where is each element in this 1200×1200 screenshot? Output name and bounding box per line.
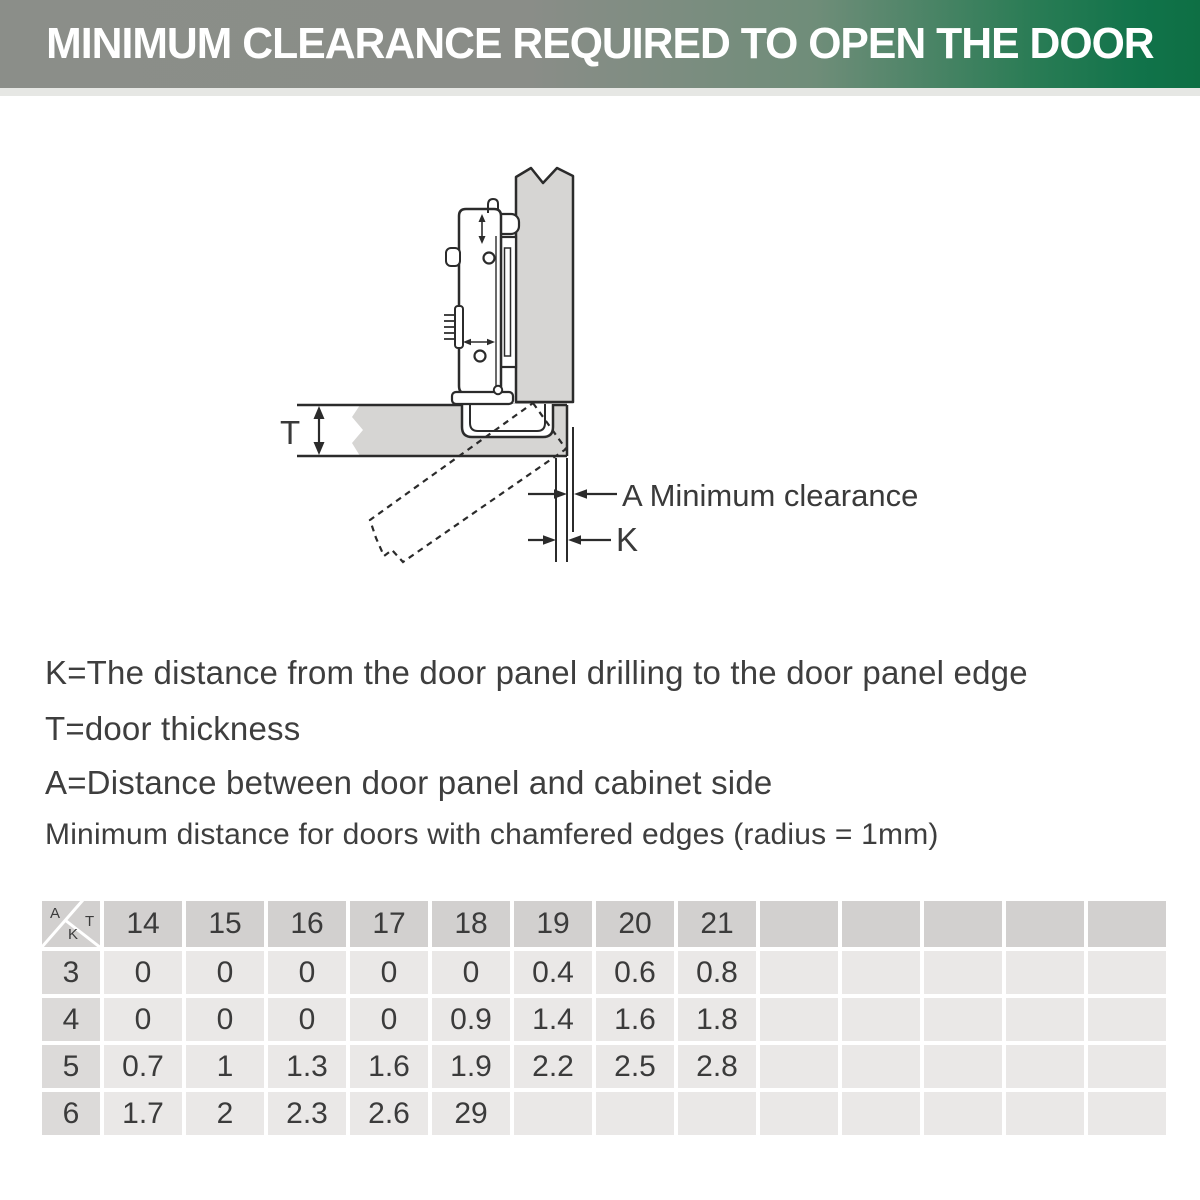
screw-hole: [494, 386, 502, 394]
definition-t: T=door thickness: [45, 710, 301, 747]
page-title: MINIMUM CLEARANCE REQUIRED TO OPEN THE DOOR: [46, 19, 1154, 68]
table-cell: 1.7: [104, 1092, 182, 1135]
table-cell: 2.6: [350, 1092, 428, 1135]
table-cell: 0.4: [514, 951, 592, 994]
table-cell: [1088, 998, 1166, 1041]
table-cell: 0: [104, 951, 182, 994]
t-label: T: [280, 414, 301, 451]
row-label-cell: 4: [42, 998, 100, 1041]
table-cell: 0: [104, 998, 182, 1041]
a-label: A Minimum clearance: [622, 478, 919, 513]
table-cell: 2: [186, 1092, 264, 1135]
table-cell: 1.6: [350, 1045, 428, 1088]
table-cell: [1006, 1092, 1084, 1135]
table-cell: [924, 998, 1002, 1041]
table-header-cell: 17: [350, 901, 428, 947]
row-label-cell: 6: [42, 1092, 100, 1135]
table-cell: [1088, 1045, 1166, 1088]
table-header-cell: 16: [268, 901, 346, 947]
table-cell: [842, 998, 920, 1041]
corner-t-label: T: [85, 913, 95, 930]
table-cell: [678, 1092, 756, 1135]
table-cell: [514, 1092, 592, 1135]
cabinet-side-panel: [516, 168, 573, 402]
table-cell: 0.9: [432, 998, 510, 1041]
row-label-cell: 5: [42, 1045, 100, 1088]
table-cell: [596, 1092, 674, 1135]
table-cell: [760, 1092, 838, 1135]
table-cell: [924, 951, 1002, 994]
table-cell: [760, 951, 838, 994]
table-header-cell: 21: [678, 901, 756, 947]
row-label-cell: 3: [42, 951, 100, 994]
table-cell: 0.8: [678, 951, 756, 994]
table-header-cell: 19: [514, 901, 592, 947]
table-cell: 29: [432, 1092, 510, 1135]
table-cell: 0: [186, 951, 264, 994]
corner-a-label: A: [50, 905, 61, 922]
table-header-cell: [760, 901, 838, 947]
corner-k-label: K: [68, 926, 79, 943]
table-cell: [924, 1045, 1002, 1088]
table-header-cell: [924, 901, 1002, 947]
table-cell: [1088, 951, 1166, 994]
table-cell: [1088, 1092, 1166, 1135]
table-cell: [760, 1045, 838, 1088]
table-cell: [842, 1045, 920, 1088]
table-header-cell: 18: [432, 901, 510, 947]
table-cell: 1.9: [432, 1045, 510, 1088]
table-cell: [760, 998, 838, 1041]
table-cell: 1: [186, 1045, 264, 1088]
table-cell: 1.3: [268, 1045, 346, 1088]
hinge-boss: [446, 248, 460, 266]
table-cell: 0: [432, 951, 510, 994]
table-cell: 0.7: [104, 1045, 182, 1088]
dimension-k: [528, 521, 638, 558]
table-cell: 0: [268, 998, 346, 1041]
table-cell: 1.4: [514, 998, 592, 1041]
table-header-cell: [1006, 901, 1084, 947]
dimension-t: [280, 406, 325, 455]
table-header-cell: 14: [104, 901, 182, 947]
table-cell: 0: [350, 998, 428, 1041]
table-cell: 0: [268, 951, 346, 994]
table-header-cell: [1088, 901, 1166, 947]
table-corner-cell: [42, 901, 100, 947]
table-cell: 0: [350, 951, 428, 994]
table-cell: [1006, 951, 1084, 994]
screw-hole: [484, 253, 495, 264]
table-cell: [842, 1092, 920, 1135]
adjustment-screw: [444, 306, 463, 348]
mounting-plate: [501, 237, 516, 367]
definition-k: K=The distance from the door panel drilling to the door panel edge: [45, 654, 1028, 691]
table-cell: 0: [186, 998, 264, 1041]
table-cell: [1006, 1045, 1084, 1088]
table-header-cell: 20: [596, 901, 674, 947]
table-cell: 1.8: [678, 998, 756, 1041]
table-header-cell: [842, 901, 920, 947]
screw-hole: [475, 351, 486, 362]
table-cell: 2.2: [514, 1045, 592, 1088]
k-label: K: [616, 521, 639, 558]
table-cell: [842, 951, 920, 994]
definition-note: Minimum distance for doors with chamfered edges (radius = 1mm): [45, 818, 939, 851]
table-cell: 2.5: [596, 1045, 674, 1088]
clearance-table: [42, 901, 1166, 1135]
table-cell: 2.8: [678, 1045, 756, 1088]
definition-a: A=Distance between door panel and cabinet side: [45, 764, 773, 801]
table-cell: 2.3: [268, 1092, 346, 1135]
table-cell: [924, 1092, 1002, 1135]
table-cell: 0.6: [596, 951, 674, 994]
table-header-cell: 15: [186, 901, 264, 947]
table-cell: [1006, 998, 1084, 1041]
dimension-a: [528, 478, 918, 513]
table-cell: 1.6: [596, 998, 674, 1041]
hinge-flange: [452, 392, 513, 404]
